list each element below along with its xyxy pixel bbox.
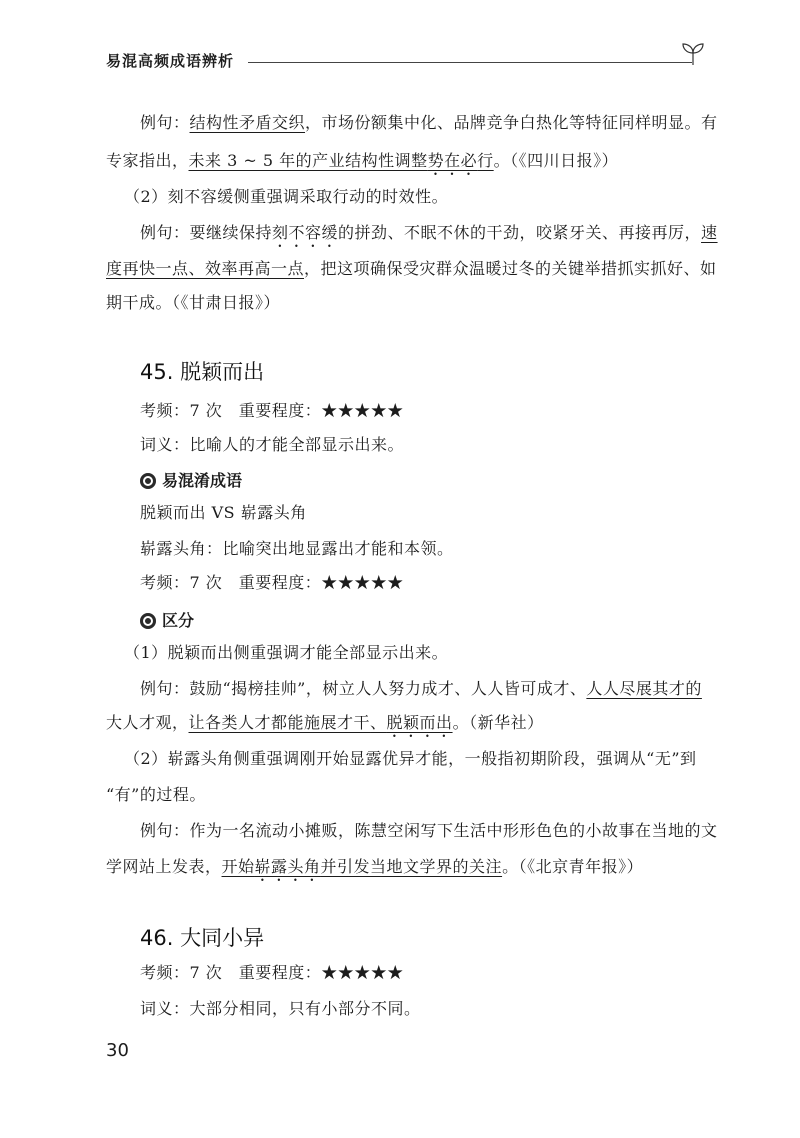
underlined-phrase: 结构性矛盾交织 — [189, 113, 306, 132]
difference-2-line-1: （2）崭露头角侧重强调刚开始显露优异才能，一般指初期阶段，强调从“无”到 — [124, 749, 697, 768]
running-header — [106, 40, 706, 76]
difference-subhead — [140, 608, 194, 631]
entry-heading-46: 46. 大同小异 — [140, 926, 265, 950]
definition-46: 词义：大部分相同，只有小部分不同。 — [140, 999, 421, 1018]
sense-2: （2）刻不容缓侧重强调采取行动的时效性。 — [124, 187, 449, 206]
underlined-phrase: 开始 — [221, 857, 255, 876]
frequency-zanluotoujiao: 考频：7 次 重要程度：★★★★★ — [140, 573, 404, 592]
example-4-line-1: 例句：作为一名流动小摊贩，陈慧空闲写下生活中形形色色的小故事在当地的文 — [140, 821, 718, 840]
confusable-idioms-subhead — [140, 468, 242, 491]
underlined-phrase: 人人尽展其才的 — [586, 679, 702, 698]
text: 的拼劲、不眠不休的干劲，咬紧牙关、再接再厉， — [338, 223, 702, 242]
example-3-line-1 — [140, 678, 702, 700]
subhead-label: 区分 — [162, 611, 195, 630]
page-number: 30 — [106, 1040, 129, 1061]
example-3-line-2 — [106, 712, 544, 741]
frequency-46: 考频：7 次 重要程度：★★★★★ — [140, 963, 404, 982]
text: 专家指出， — [106, 151, 189, 170]
dotted-idiom: 刻不容缓 — [272, 223, 339, 242]
text: ，把这项确保受灾群众温暖过冬的关键举措抓实抓好、如 — [304, 259, 717, 278]
section-bullet-icon — [140, 613, 156, 629]
header-rule — [248, 62, 692, 63]
example-1-line-1 — [140, 112, 718, 134]
idiom-comparison: 脱颖而出 VS 崭露头角 — [140, 503, 307, 522]
subhead-label: 易混淆成语 — [162, 471, 243, 490]
source: 。（《北京青年报》） — [502, 857, 644, 876]
section-bullet-icon — [140, 473, 156, 489]
text: ，市场份额集中化、品牌竞争白热化等特征同样明显。有 — [305, 113, 718, 132]
example-2-line-2 — [106, 258, 717, 280]
text: 例句：要继续保持 — [140, 223, 273, 242]
difference-1: （1）脱颖而出侧重强调才能全部显示出来。 — [124, 643, 449, 662]
example-2-line-3: 期干成。（《甘肃日报》） — [106, 293, 281, 312]
underlined-phrase: 并引发当地文学界的关注 — [320, 857, 503, 876]
definition-zanluotoujiao: 崭露头角：比喻突出地显露出才能和本领。 — [140, 539, 454, 558]
header-title: 易混高频成语辨析 — [106, 52, 235, 70]
text: 大人才观， — [106, 713, 189, 732]
source: 。（《四川日报》） — [493, 151, 619, 170]
example-1-line-2 — [106, 150, 618, 179]
example-2-line-1 — [140, 222, 718, 251]
text: 、 — [370, 713, 387, 732]
dotted-idiom: 脱颖而出 — [386, 713, 453, 732]
underlined-phrase: 速 — [701, 223, 718, 242]
text: 例句：鼓励“揭榜挂帅”，树立人人努力成才、人人皆可成才、 — [140, 679, 587, 698]
dotted-idiom: 势在必 — [427, 151, 478, 170]
underlined-phrase: 让各类人才都能施展才干 — [188, 713, 371, 732]
entry-heading-45: 45. 脱颖而出 — [140, 360, 265, 384]
underlined-phrase: 未来 3 ~ 5 年的产业结构性调整 — [188, 151, 428, 170]
source: 。（新华社） — [452, 713, 544, 732]
sprout-icon — [680, 40, 706, 66]
dotted-idiom: 崭露头角 — [254, 857, 321, 876]
underlined-phrase: 行 — [477, 151, 494, 170]
example-label: 例句： — [140, 113, 190, 132]
frequency-45: 考频：7 次 重要程度：★★★★★ — [140, 401, 404, 420]
underlined-phrase: 度再快一点、效率再高一点 — [106, 259, 305, 278]
text: 学网站上发表， — [106, 857, 222, 876]
difference-2-line-2: “有”的过程。 — [106, 785, 206, 804]
example-4-line-2 — [106, 856, 643, 885]
definition-45: 词义：比喻人的才能全部显示出来。 — [140, 435, 405, 454]
